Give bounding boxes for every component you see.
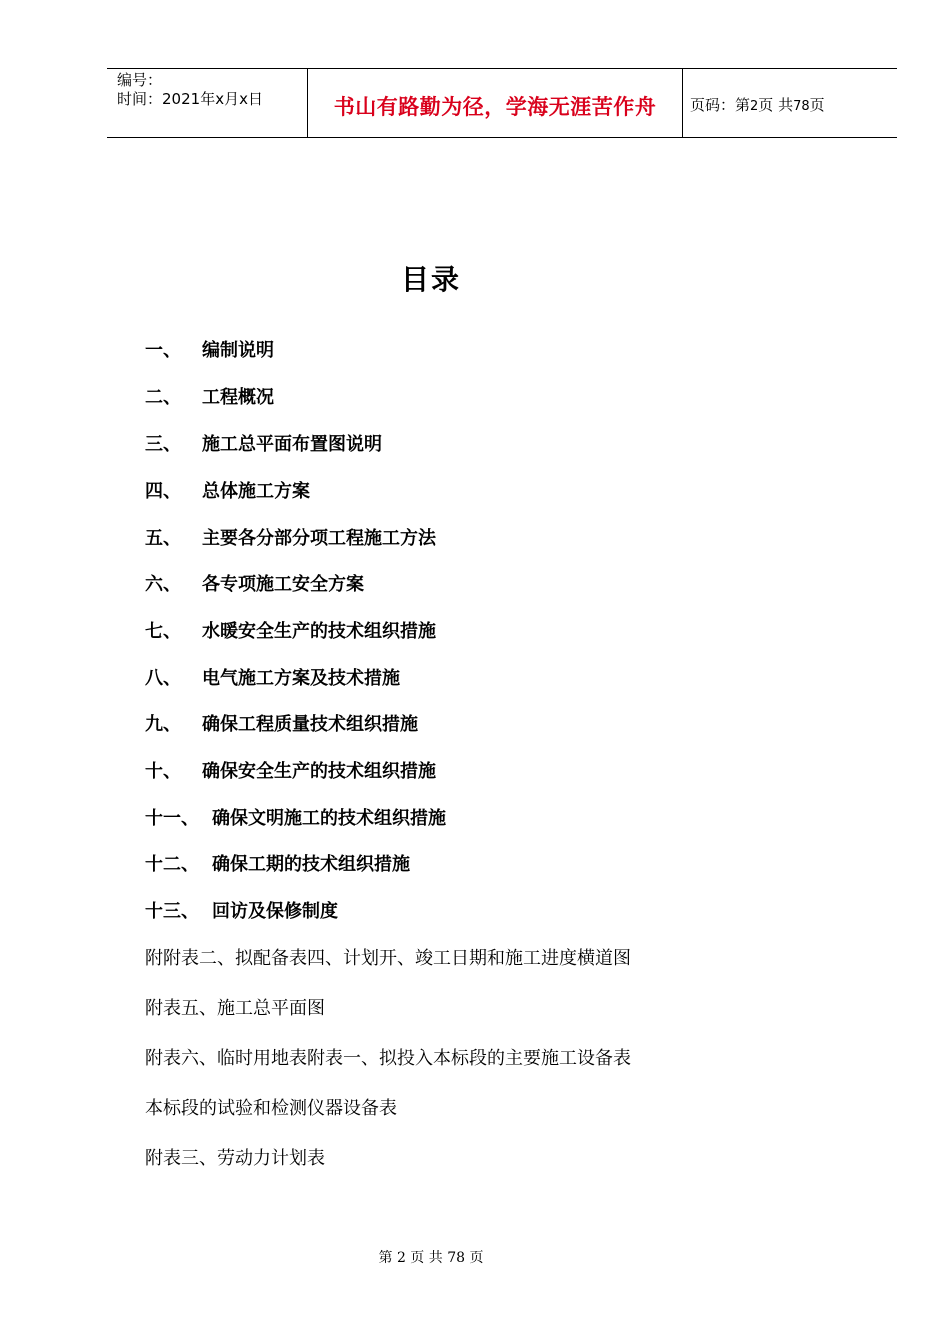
time-month-placeholder: x <box>215 90 225 108</box>
toc-item-text: 主要各分部分项工程施工方法 <box>202 528 436 549</box>
header-meta-cell <box>107 69 307 137</box>
page-footer: 第 2 页 共 78 页 <box>378 1250 484 1266</box>
toc-item-number: 一、 <box>145 340 181 361</box>
page-mid: 页 共 <box>758 96 794 114</box>
serial-label: 编号： <box>117 71 163 89</box>
appendix-line: 附表三、劳动力计划表 <box>145 1148 325 1169</box>
toc-item-number: 十一、 <box>145 808 199 829</box>
time-year-value: 2021 <box>162 90 201 108</box>
time-day-char: 日 <box>248 90 264 108</box>
toc-item-number: 三、 <box>145 434 181 455</box>
time-prefix: 时间： <box>117 90 163 108</box>
toc-item-text: 各专项施工安全方案 <box>202 574 364 595</box>
time-day-placeholder: x <box>239 90 249 108</box>
page-info <box>690 94 825 115</box>
time-line <box>117 91 263 108</box>
toc-item-text: 确保文明施工的技术组织措施 <box>212 808 446 829</box>
appendix-line: 附表五、施工总平面图 <box>145 998 325 1019</box>
toc-item-text: 总体施工方案 <box>202 481 310 502</box>
toc-item-number: 六、 <box>145 574 181 595</box>
toc-item-text: 确保工期的技术组织措施 <box>212 854 410 875</box>
page-header <box>107 68 897 138</box>
time-month-char: 月 <box>224 90 240 108</box>
page-prefix: 页码：第 <box>690 96 751 114</box>
appendix-line: 附表六、临时用地表附表一、拟投入本标段的主要施工设备表 <box>145 1048 631 1069</box>
toc-item-text: 确保工程质量技术组织措施 <box>202 714 418 735</box>
toc-item-number: 二、 <box>145 387 181 408</box>
page-title: 目录 <box>400 263 461 296</box>
appendix-line: 附附表二、拟配备表四、计划开、竣工日期和施工进度横道图 <box>145 948 631 969</box>
header-motto-cell <box>307 69 683 137</box>
toc-item-number: 十三、 <box>145 901 199 922</box>
appendix-line: 本标段的试验和检测仪器设备表 <box>145 1098 397 1119</box>
toc-item-text: 施工总平面布置图说明 <box>202 434 382 455</box>
page-total: 78 <box>793 99 810 114</box>
toc-item-number: 八、 <box>145 668 181 689</box>
toc-item-number: 十二、 <box>145 854 199 875</box>
toc-item-number: 四、 <box>145 481 181 502</box>
header-page-cell <box>682 69 897 137</box>
page-suffix: 页 <box>809 96 825 114</box>
toc-item-number: 五、 <box>145 528 181 549</box>
toc-item-text: 确保安全生产的技术组织措施 <box>202 761 436 782</box>
toc-item-number: 七、 <box>145 621 181 642</box>
toc-item-text: 回访及保修制度 <box>212 901 338 922</box>
toc-item-text: 水暖安全生产的技术组织措施 <box>202 621 436 642</box>
toc-item-number: 十、 <box>145 761 181 782</box>
motto-text: 书山有路勤为径，学海无涯苦作舟 <box>333 95 657 119</box>
page-current: 2 <box>750 99 759 114</box>
toc-item-text: 电气施工方案及技术措施 <box>202 668 400 689</box>
toc-item-text: 编制说明 <box>202 340 274 361</box>
toc-item-number: 九、 <box>145 714 181 735</box>
toc-item-text: 工程概况 <box>202 387 274 408</box>
time-year-char: 年 <box>200 90 216 108</box>
